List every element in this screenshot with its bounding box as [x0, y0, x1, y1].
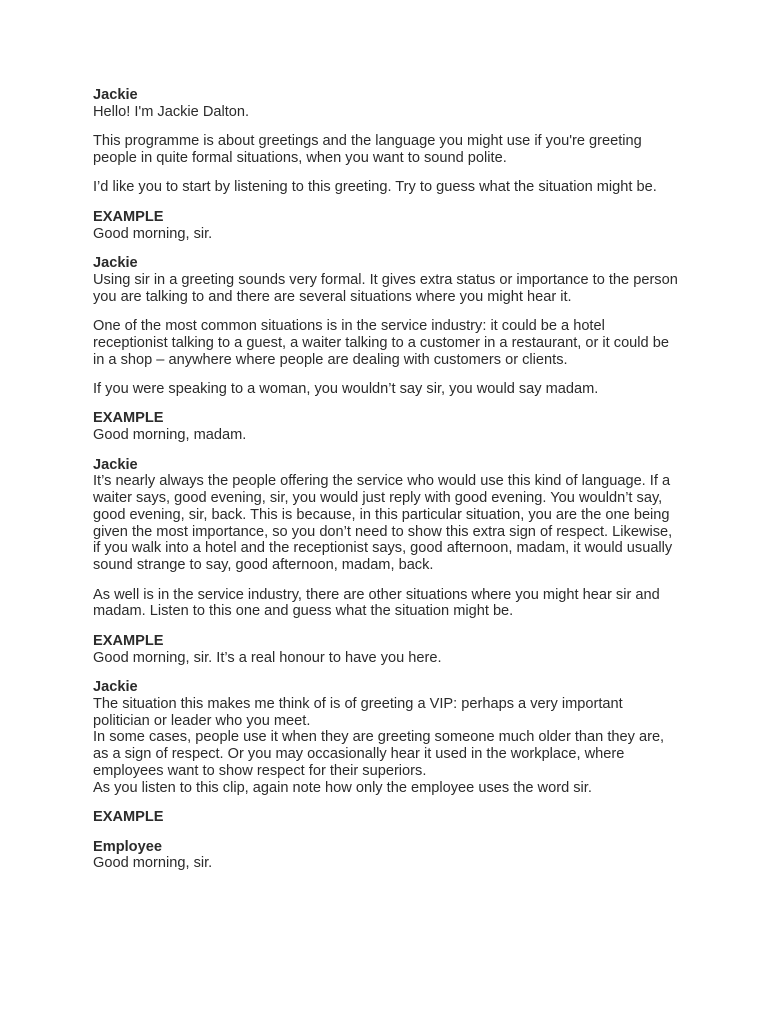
transcript-block: [93, 410, 683, 444]
transcript-block: [93, 87, 683, 121]
transcript-block: [93, 587, 683, 621]
transcript-block: [93, 209, 683, 243]
speaker-label: EXAMPLE: [93, 632, 164, 649]
speaker-label: Jackie: [93, 679, 138, 696]
paragraph-text: Good morning, sir. It’s a real honour to have you here.: [93, 649, 442, 666]
paragraph-text: It’s nearly always the people offering the service who would use this kind of language. If a waiter says, good evening, sir, you would just reply with good evening. You wouldn’t say, good evening, sir, back. This is because, in this particular situation, you are the one being given the most importance, so you don’t need to show this extra sign of respect. Likewise, if you walk into a hotel and the receptionist says, good afternoon, madam, it would usually sound strange to say, good afternoon, madam, back.: [93, 473, 673, 574]
speaker-label: Jackie: [93, 456, 138, 473]
paragraph-text: One of the most common situations is in the service industry: it could be a hotel receptionist talking to a guest, a waiter talking to a customer in a restaurant, or it could be in a shop – anywhere where people are dealing with customers or clients.: [93, 317, 669, 368]
speaker-label: Jackie: [93, 87, 138, 103]
paragraph-text: Good morning, madam.: [93, 427, 247, 444]
transcript-block: [93, 809, 683, 826]
transcript-block: [93, 381, 683, 398]
transcript-block: [93, 457, 683, 575]
transcript-block: [93, 179, 683, 196]
speaker-label: Jackie: [93, 254, 138, 271]
speaker-label: Employee: [93, 838, 162, 855]
transcript-block: [93, 633, 683, 667]
transcript-block: [93, 839, 683, 873]
transcript-block: [93, 318, 683, 368]
paragraph-text: As well is in the service industry, there are other situations where you might hear sir and madam. Listen to this one and guess what the situation might be.: [93, 586, 660, 620]
transcript-block: [93, 133, 683, 167]
speaker-label: EXAMPLE: [93, 410, 164, 427]
transcript-block: [93, 255, 683, 305]
paragraph-text: The situation this makes me think of is of greeting a VIP: perhaps a very important politician or leader who you meet.: [93, 695, 623, 729]
speaker-label: EXAMPLE: [93, 208, 164, 225]
paragraph-text: Good morning, sir.: [93, 855, 213, 872]
paragraph-text: Good morning, sir.: [93, 225, 213, 242]
paragraph-text: Hello! I'm Jackie Dalton.: [93, 103, 250, 120]
speaker-label: EXAMPLE: [93, 809, 164, 826]
paragraph-text: If you were speaking to a woman, you wouldn’t say sir, you would say madam.: [93, 380, 599, 397]
paragraph-text: In some cases, people use it when they are greeting someone much older than they are, as a sign of respect. Or you may occasionally hear it used in the workplace, where employees want to show respect for their superiors.: [93, 729, 665, 780]
paragraph-text: This programme is about greetings and the language you might use if you're greeting people in quite formal situations, when you want to sound polite.: [93, 133, 642, 166]
paragraph-text: As you listen to this clip, again note how only the employee uses the word sir.: [93, 779, 592, 796]
document-page: [93, 87, 683, 885]
transcript-block: [93, 679, 683, 797]
paragraph-text: Using sir in a greeting sounds very formal. It gives extra status or importance to the person you are talking to and there are several situations where you might hear it.: [93, 271, 678, 305]
paragraph-text: I’d like you to start by listening to this greeting. Try to guess what the situation might be.: [93, 179, 657, 196]
